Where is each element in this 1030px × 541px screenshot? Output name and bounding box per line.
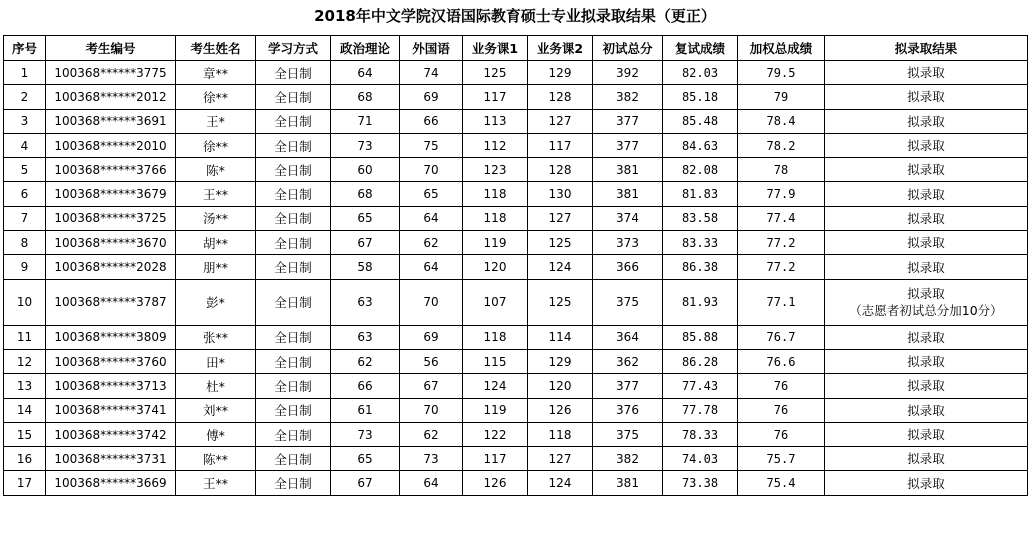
admission-result-text: 拟录取 xyxy=(907,186,945,202)
study-mode-cell: 全日制 xyxy=(256,374,331,398)
course-2-score-cell: 125 xyxy=(528,231,593,255)
serial-cell: 5 xyxy=(4,158,46,182)
candidate-id-cell: 100368******3775 xyxy=(46,61,176,85)
course-2-score-cell: 129 xyxy=(528,61,593,85)
politics-score-cell: 71 xyxy=(331,109,400,133)
table-row xyxy=(4,447,1028,471)
retest-score-cell: 77.43 xyxy=(663,374,738,398)
candidate-id-cell: 100368******3669 xyxy=(46,471,176,495)
serial-cell: 14 xyxy=(4,398,46,422)
admission-result-text: 拟录取 xyxy=(907,354,945,370)
initial-total-cell: 373 xyxy=(593,231,663,255)
admission-result-cell xyxy=(825,182,1028,206)
study-mode-cell: 全日制 xyxy=(256,85,331,109)
candidate-id-cell: 100368******3679 xyxy=(46,182,176,206)
candidate-name-cell: 陈** xyxy=(176,447,256,471)
candidate-name-cell: 胡** xyxy=(176,231,256,255)
admission-result-cell xyxy=(825,133,1028,157)
admission-result-cell xyxy=(825,325,1028,349)
admission-result-text: 拟录取 xyxy=(907,259,945,275)
foreign-language-score-cell: 70 xyxy=(400,398,463,422)
course-1-score-cell: 118 xyxy=(463,206,528,230)
candidate-id-cell: 100368******2012 xyxy=(46,85,176,109)
candidate-id-cell: 100368******3760 xyxy=(46,349,176,373)
admission-result-cell xyxy=(825,255,1028,279)
politics-score-cell: 66 xyxy=(331,374,400,398)
admission-result-cell xyxy=(825,61,1028,85)
header-weighted-total: 加权总成绩 xyxy=(738,36,825,61)
course-2-score-cell: 128 xyxy=(528,158,593,182)
admission-result-text: 拟录取 xyxy=(907,235,945,251)
study-mode-cell: 全日制 xyxy=(256,206,331,230)
initial-total-cell: 364 xyxy=(593,325,663,349)
candidate-name-cell: 章** xyxy=(176,61,256,85)
course-1-score-cell: 117 xyxy=(463,85,528,109)
foreign-language-score-cell: 62 xyxy=(400,422,463,446)
retest-score-cell: 73.38 xyxy=(663,471,738,495)
header-admission-result: 拟录取结果 xyxy=(825,36,1028,61)
table-row xyxy=(4,206,1028,230)
weighted-total-cell: 76.7 xyxy=(738,325,825,349)
retest-score-cell: 85.48 xyxy=(663,109,738,133)
study-mode-cell: 全日制 xyxy=(256,231,331,255)
header-study-mode: 学习方式 xyxy=(256,36,331,61)
study-mode-cell: 全日制 xyxy=(256,422,331,446)
weighted-total-cell: 77.9 xyxy=(738,182,825,206)
weighted-total-cell: 77.2 xyxy=(738,255,825,279)
page-title: 2018年中文学院汉语国际教育硕士专业拟录取结果（更正） xyxy=(314,7,716,25)
course-1-score-cell: 126 xyxy=(463,471,528,495)
table-row xyxy=(4,398,1028,422)
candidate-id-cell: 100368******3742 xyxy=(46,422,176,446)
study-mode-cell: 全日制 xyxy=(256,182,331,206)
course-2-score-cell: 124 xyxy=(528,471,593,495)
admission-result-cell xyxy=(825,422,1028,446)
table-row xyxy=(4,231,1028,255)
weighted-total-cell: 76 xyxy=(738,398,825,422)
study-mode-cell: 全日制 xyxy=(256,398,331,422)
politics-score-cell: 73 xyxy=(331,422,400,446)
initial-total-cell: 392 xyxy=(593,61,663,85)
politics-score-cell: 60 xyxy=(331,158,400,182)
initial-total-cell: 381 xyxy=(593,471,663,495)
admission-result-cell xyxy=(825,447,1028,471)
retest-score-cell: 86.28 xyxy=(663,349,738,373)
study-mode-cell: 全日制 xyxy=(256,255,331,279)
candidate-name-cell: 徐** xyxy=(176,85,256,109)
admission-result-cell xyxy=(825,398,1028,422)
table-header-row xyxy=(4,36,1028,61)
politics-score-cell: 73 xyxy=(331,133,400,157)
candidate-name-cell: 刘** xyxy=(176,398,256,422)
candidate-name-cell: 朋** xyxy=(176,255,256,279)
weighted-total-cell: 75.7 xyxy=(738,447,825,471)
foreign-language-score-cell: 56 xyxy=(400,349,463,373)
course-1-score-cell: 119 xyxy=(463,398,528,422)
weighted-total-cell: 76.6 xyxy=(738,349,825,373)
admission-result-text: 拟录取 xyxy=(907,89,945,105)
course-2-score-cell: 130 xyxy=(528,182,593,206)
study-mode-cell: 全日制 xyxy=(256,447,331,471)
header-foreign-language: 外国语 xyxy=(400,36,463,61)
header-candidate-id: 考生编号 xyxy=(46,36,176,61)
initial-total-cell: 377 xyxy=(593,374,663,398)
admission-result-note: （志愿者初试总分加10分） xyxy=(849,303,1003,319)
serial-cell: 8 xyxy=(4,231,46,255)
serial-cell: 13 xyxy=(4,374,46,398)
weighted-total-cell: 77.1 xyxy=(738,279,825,325)
politics-score-cell: 68 xyxy=(331,182,400,206)
admission-results-table xyxy=(3,35,1028,496)
weighted-total-cell: 79 xyxy=(738,85,825,109)
weighted-total-cell: 78 xyxy=(738,158,825,182)
candidate-name-cell: 汤** xyxy=(176,206,256,230)
candidate-id-cell: 100368******2028 xyxy=(46,255,176,279)
retest-score-cell: 74.03 xyxy=(663,447,738,471)
serial-cell: 6 xyxy=(4,182,46,206)
table-row xyxy=(4,349,1028,373)
course-2-score-cell: 129 xyxy=(528,349,593,373)
weighted-total-cell: 75.4 xyxy=(738,471,825,495)
serial-cell: 17 xyxy=(4,471,46,495)
course-2-score-cell: 118 xyxy=(528,422,593,446)
table-row xyxy=(4,158,1028,182)
course-2-score-cell: 117 xyxy=(528,133,593,157)
serial-cell: 15 xyxy=(4,422,46,446)
admission-result-text: 拟录取 xyxy=(907,138,945,154)
course-1-score-cell: 120 xyxy=(463,255,528,279)
course-2-score-cell: 114 xyxy=(528,325,593,349)
initial-total-cell: 381 xyxy=(593,182,663,206)
serial-cell: 9 xyxy=(4,255,46,279)
admission-result-text: 拟录取 xyxy=(907,475,945,491)
initial-total-cell: 382 xyxy=(593,447,663,471)
admission-result-text: 拟录取 xyxy=(907,329,945,345)
admission-result-text: 拟录取 xyxy=(907,451,945,467)
table-row xyxy=(4,133,1028,157)
initial-total-cell: 382 xyxy=(593,85,663,109)
course-2-score-cell: 124 xyxy=(528,255,593,279)
politics-score-cell: 63 xyxy=(331,279,400,325)
politics-score-cell: 61 xyxy=(331,398,400,422)
course-1-score-cell: 115 xyxy=(463,349,528,373)
candidate-name-cell: 张** xyxy=(176,325,256,349)
course-1-score-cell: 117 xyxy=(463,447,528,471)
candidate-id-cell: 100368******3713 xyxy=(46,374,176,398)
course-2-score-cell: 127 xyxy=(528,447,593,471)
serial-cell: 4 xyxy=(4,133,46,157)
politics-score-cell: 65 xyxy=(331,206,400,230)
retest-score-cell: 78.33 xyxy=(663,422,738,446)
serial-cell: 16 xyxy=(4,447,46,471)
candidate-id-cell: 100368******3670 xyxy=(46,231,176,255)
admission-result-text: 拟录取 xyxy=(907,378,945,394)
course-1-score-cell: 119 xyxy=(463,231,528,255)
admission-result-cell xyxy=(825,374,1028,398)
weighted-total-cell: 77.4 xyxy=(738,206,825,230)
candidate-name-cell: 傅* xyxy=(176,422,256,446)
study-mode-cell: 全日制 xyxy=(256,471,331,495)
foreign-language-score-cell: 73 xyxy=(400,447,463,471)
candidate-id-cell: 100368******3766 xyxy=(46,158,176,182)
course-1-score-cell: 113 xyxy=(463,109,528,133)
admission-result-text: 拟录取 xyxy=(907,210,945,226)
politics-score-cell: 64 xyxy=(331,61,400,85)
header-course-2: 业务课2 xyxy=(528,36,593,61)
table-row xyxy=(4,422,1028,446)
retest-score-cell: 82.03 xyxy=(663,61,738,85)
table-row xyxy=(4,255,1028,279)
admission-result-cell xyxy=(825,85,1028,109)
retest-score-cell: 84.63 xyxy=(663,133,738,157)
study-mode-cell: 全日制 xyxy=(256,279,331,325)
header-course-1: 业务课1 xyxy=(463,36,528,61)
course-1-score-cell: 123 xyxy=(463,158,528,182)
candidate-id-cell: 100368******3787 xyxy=(46,279,176,325)
candidate-id-cell: 100368******3741 xyxy=(46,398,176,422)
politics-score-cell: 65 xyxy=(331,447,400,471)
retest-score-cell: 81.93 xyxy=(663,279,738,325)
initial-total-cell: 362 xyxy=(593,349,663,373)
candidate-name-cell: 田* xyxy=(176,349,256,373)
table-row xyxy=(4,374,1028,398)
foreign-language-score-cell: 66 xyxy=(400,109,463,133)
initial-total-cell: 375 xyxy=(593,422,663,446)
retest-score-cell: 86.38 xyxy=(663,255,738,279)
course-2-score-cell: 120 xyxy=(528,374,593,398)
course-1-score-cell: 118 xyxy=(463,182,528,206)
foreign-language-score-cell: 75 xyxy=(400,133,463,157)
candidate-id-cell: 100368******3725 xyxy=(46,206,176,230)
admission-result-text: 拟录取 xyxy=(907,286,945,302)
admission-result-cell xyxy=(825,349,1028,373)
admission-result-cell xyxy=(825,279,1028,325)
header-initial-total: 初试总分 xyxy=(593,36,663,61)
study-mode-cell: 全日制 xyxy=(256,158,331,182)
serial-cell: 11 xyxy=(4,325,46,349)
candidate-name-cell: 王* xyxy=(176,109,256,133)
course-2-score-cell: 126 xyxy=(528,398,593,422)
admission-result-cell xyxy=(825,206,1028,230)
initial-total-cell: 381 xyxy=(593,158,663,182)
politics-score-cell: 67 xyxy=(331,231,400,255)
course-2-score-cell: 125 xyxy=(528,279,593,325)
table-row xyxy=(4,325,1028,349)
foreign-language-score-cell: 64 xyxy=(400,206,463,230)
retest-score-cell: 81.83 xyxy=(663,182,738,206)
admission-result-cell xyxy=(825,109,1028,133)
table-row xyxy=(4,109,1028,133)
header-serial: 序号 xyxy=(4,36,46,61)
candidate-name-cell: 王** xyxy=(176,182,256,206)
serial-cell: 2 xyxy=(4,85,46,109)
course-1-score-cell: 118 xyxy=(463,325,528,349)
course-1-score-cell: 107 xyxy=(463,279,528,325)
admission-result-text: 拟录取 xyxy=(907,113,945,129)
weighted-total-cell: 78.4 xyxy=(738,109,825,133)
study-mode-cell: 全日制 xyxy=(256,133,331,157)
candidate-id-cell: 100368******2010 xyxy=(46,133,176,157)
admission-result-cell xyxy=(825,231,1028,255)
retest-score-cell: 82.08 xyxy=(663,158,738,182)
candidate-id-cell: 100368******3691 xyxy=(46,109,176,133)
foreign-language-score-cell: 74 xyxy=(400,61,463,85)
candidate-id-cell: 100368******3809 xyxy=(46,325,176,349)
study-mode-cell: 全日制 xyxy=(256,349,331,373)
study-mode-cell: 全日制 xyxy=(256,109,331,133)
admission-result-cell xyxy=(825,158,1028,182)
initial-total-cell: 376 xyxy=(593,398,663,422)
foreign-language-score-cell: 70 xyxy=(400,279,463,325)
initial-total-cell: 375 xyxy=(593,279,663,325)
politics-score-cell: 67 xyxy=(331,471,400,495)
candidate-name-cell: 王** xyxy=(176,471,256,495)
candidate-name-cell: 彭* xyxy=(176,279,256,325)
table-row xyxy=(4,85,1028,109)
admission-result-cell xyxy=(825,471,1028,495)
foreign-language-score-cell: 65 xyxy=(400,182,463,206)
foreign-language-score-cell: 70 xyxy=(400,158,463,182)
weighted-total-cell: 76 xyxy=(738,374,825,398)
serial-cell: 12 xyxy=(4,349,46,373)
initial-total-cell: 377 xyxy=(593,109,663,133)
foreign-language-score-cell: 64 xyxy=(400,471,463,495)
initial-total-cell: 374 xyxy=(593,206,663,230)
course-1-score-cell: 122 xyxy=(463,422,528,446)
serial-cell: 3 xyxy=(4,109,46,133)
course-1-score-cell: 125 xyxy=(463,61,528,85)
retest-score-cell: 83.33 xyxy=(663,231,738,255)
weighted-total-cell: 76 xyxy=(738,422,825,446)
retest-score-cell: 85.88 xyxy=(663,325,738,349)
admission-result-text: 拟录取 xyxy=(907,65,945,81)
course-2-score-cell: 128 xyxy=(528,85,593,109)
course-1-score-cell: 112 xyxy=(463,133,528,157)
table-row xyxy=(4,279,1028,325)
table-row xyxy=(4,61,1028,85)
serial-cell: 10 xyxy=(4,279,46,325)
serial-cell: 1 xyxy=(4,61,46,85)
retest-score-cell: 77.78 xyxy=(663,398,738,422)
initial-total-cell: 366 xyxy=(593,255,663,279)
course-1-score-cell: 124 xyxy=(463,374,528,398)
politics-score-cell: 58 xyxy=(331,255,400,279)
course-2-score-cell: 127 xyxy=(528,206,593,230)
header-politics: 政治理论 xyxy=(331,36,400,61)
study-mode-cell: 全日制 xyxy=(256,61,331,85)
foreign-language-score-cell: 64 xyxy=(400,255,463,279)
admission-result-text: 拟录取 xyxy=(907,402,945,418)
study-mode-cell: 全日制 xyxy=(256,325,331,349)
course-2-score-cell: 127 xyxy=(528,109,593,133)
header-retest-score: 复试成绩 xyxy=(663,36,738,61)
serial-cell: 7 xyxy=(4,206,46,230)
foreign-language-score-cell: 69 xyxy=(400,325,463,349)
admission-result-text: 拟录取 xyxy=(907,427,945,442)
retest-score-cell: 85.18 xyxy=(663,85,738,109)
admission-result-text: 拟录取 xyxy=(907,162,945,178)
politics-score-cell: 68 xyxy=(331,85,400,109)
politics-score-cell: 63 xyxy=(331,325,400,349)
foreign-language-score-cell: 69 xyxy=(400,85,463,109)
politics-score-cell: 62 xyxy=(331,349,400,373)
table-row xyxy=(4,182,1028,206)
table-row xyxy=(4,471,1028,495)
candidate-name-cell: 陈* xyxy=(176,158,256,182)
header-candidate-name: 考生姓名 xyxy=(176,36,256,61)
retest-score-cell: 83.58 xyxy=(663,206,738,230)
weighted-total-cell: 77.2 xyxy=(738,231,825,255)
initial-total-cell: 377 xyxy=(593,133,663,157)
foreign-language-score-cell: 62 xyxy=(400,231,463,255)
candidate-id-cell: 100368******3731 xyxy=(46,447,176,471)
foreign-language-score-cell: 67 xyxy=(400,374,463,398)
candidate-name-cell: 徐** xyxy=(176,133,256,157)
candidate-name-cell: 杜* xyxy=(176,374,256,398)
weighted-total-cell: 79.5 xyxy=(738,61,825,85)
weighted-total-cell: 78.2 xyxy=(738,133,825,157)
